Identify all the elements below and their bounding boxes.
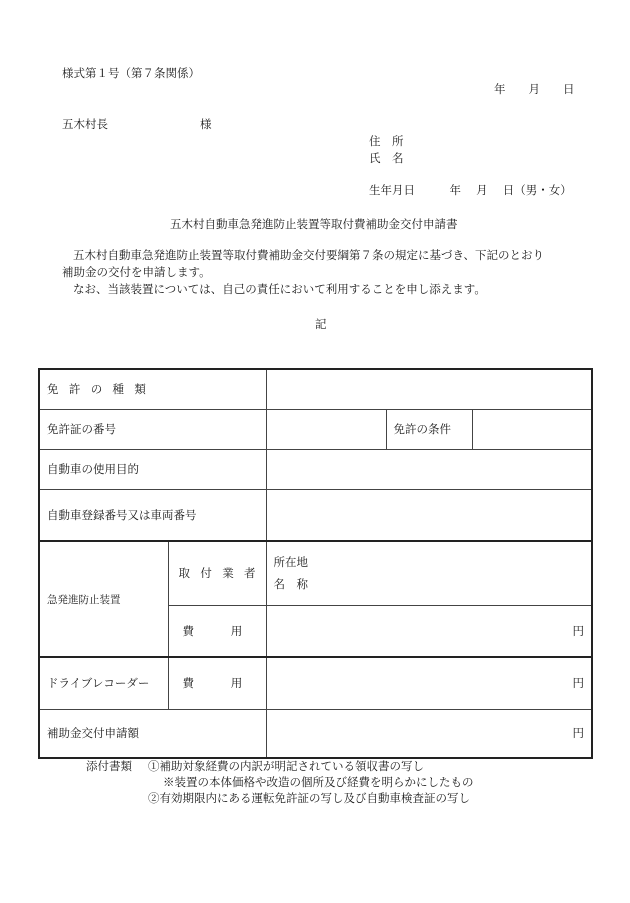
form-number: 様式第１号（第７条関係） xyxy=(62,66,200,80)
body-line-2: 補助金の交付を申請します。 xyxy=(62,265,211,279)
license-number-value[interactable] xyxy=(266,409,386,449)
body-line-1: 五木村自動車急発進防止装置等取付費補助金交付要綱第７条の規定に基づき、下記のとおり xyxy=(73,248,545,262)
drive-recorder-cost-label: 費用 xyxy=(182,676,280,691)
address-label: 住 所 xyxy=(369,134,404,148)
row-registration xyxy=(39,489,592,541)
subsidy-amount-label: 補助金交付申請額 xyxy=(39,709,266,758)
drive-recorder-label: ドライブレコーダー xyxy=(39,657,168,709)
ki-heading: 記 xyxy=(315,317,327,331)
row-subsidy-amount xyxy=(39,709,592,758)
application-table xyxy=(38,368,593,759)
license-type-label: 免許の種類 xyxy=(47,382,157,397)
attachment-note: ※装置の本体価格や改造の個所及び経費を明らかにしたもの xyxy=(163,775,474,789)
document-title: 五木村自動車急発進防止装置等取付費補助金交付申請書 xyxy=(170,217,458,231)
subsidy-yen: 円 xyxy=(572,726,585,741)
installer-address-label: 所在地 xyxy=(273,555,308,570)
device-label: 急発進防止装置 xyxy=(39,541,168,657)
device-cost-yen: 円 xyxy=(572,623,585,638)
subsidy-amount-value[interactable] xyxy=(266,709,592,758)
body-text xyxy=(62,247,582,298)
usage-purpose-label: 自動車の使用目的 xyxy=(39,449,266,489)
usage-purpose-value[interactable] xyxy=(266,449,592,489)
attachments-label: 添付書類 xyxy=(86,759,132,773)
drive-recorder-cost-value[interactable] xyxy=(266,657,592,709)
body-line-3: なお、当該装置については、自己の責任において利用することを申し添えます。 xyxy=(73,282,486,296)
name-label: 氏 名 xyxy=(369,151,404,165)
registration-value[interactable] xyxy=(266,489,592,541)
license-conditions-label: 免許の条件 xyxy=(386,409,472,449)
birth-line: 生年月日 年 月 日（男・女） xyxy=(369,183,572,197)
device-cost-value[interactable] xyxy=(266,605,592,657)
row-usage-purpose xyxy=(39,449,592,489)
row-installer xyxy=(39,541,592,605)
row-license-type xyxy=(39,369,592,409)
license-type-value[interactable] xyxy=(266,369,592,409)
row-license-number xyxy=(39,409,592,449)
license-number-label: 免許証の番号 xyxy=(39,409,266,449)
device-cost-label: 費用 xyxy=(182,623,280,638)
installer-value[interactable] xyxy=(266,541,592,605)
date-line: 年 月 日 xyxy=(494,82,575,96)
installer-label: 取付業者 xyxy=(178,566,266,581)
row-drive-recorder xyxy=(39,657,592,709)
license-conditions-value[interactable] xyxy=(472,409,592,449)
attachment-item-1: ①補助対象経費の内訳が明記されている領収書の写し xyxy=(148,759,424,773)
drive-recorder-yen: 円 xyxy=(572,676,585,691)
installer-name-label: 名 称 xyxy=(273,577,308,592)
addressee: 五木村長 様 xyxy=(62,117,212,131)
attachment-item-2: ②有効期限内にある運転免許証の写し及び自動車検査証の写し xyxy=(148,791,470,805)
registration-label: 自動車登録番号又は車両番号 xyxy=(39,489,266,541)
